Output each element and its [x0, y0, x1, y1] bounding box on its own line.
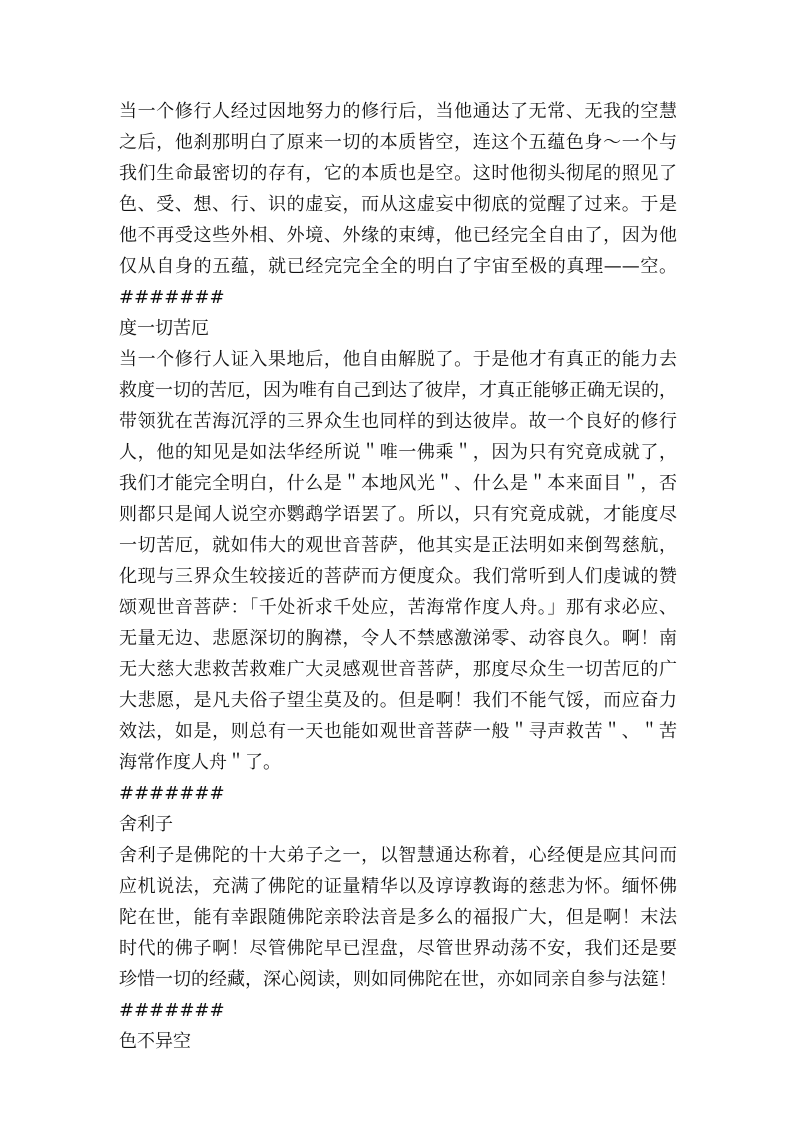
body-text-line: 他不再受这些外相、外境、外缘的束缚，他已经完全自由了，因为他: [119, 225, 677, 246]
section-separator: #######: [119, 287, 225, 308]
body-text-line: 大悲愿，是凡夫俗子望尘莫及的。但是啊！我们不能气馁，而应奋力: [119, 690, 677, 711]
body-text-line: 陀在世，能有幸跟随佛陀亲聆法音是多么的福报广大，但是啊！末法: [119, 907, 677, 928]
body-text-line: 颂观世音菩萨：「千处祈求千处应，苦海常作度人舟。」那有求必应、: [119, 597, 677, 618]
body-text-line: 效法，如是，则总有一天也能如观世音菩萨一般＂寻声救苦＂、＂苦: [119, 721, 677, 742]
body-text-line: 人，他的知见是如法华经所说＂唯一佛乘＂，因为只有究竟成就了，: [119, 442, 677, 463]
body-text-line: 当一个修行人证入果地后，他自由解脱了。于是他才有真正的能力去: [119, 349, 677, 370]
body-text-line: 则都只是闻人说空亦鹦鹉学语罢了。所以，只有究竟成就，才能度尽: [119, 504, 677, 525]
body-text-line: 我们才能完全明白，什么是＂本地风光＂、什么是＂本来面目＂，否: [119, 473, 677, 494]
body-text-line: 化现与三界众生较接近的菩萨而方便度众。我们常听到人们虔诚的赞: [119, 566, 677, 587]
body-text-line: 之后，他刹那明白了原来一切的本质皆空，连这个五蕴色身～一个与: [119, 132, 677, 153]
body-text-line: 舍利子是佛陀的十大弟子之一，以智慧通达称着，心经便是应其问而: [119, 845, 677, 866]
body-text-line: 珍惜一切的经藏，深心阅读，则如同佛陀在世，亦如同亲自参与法筵！: [119, 969, 677, 990]
body-text-line: 救度一切的苦厄，因为唯有自己到达了彼岸，才真正能够正确无误的，: [119, 380, 677, 401]
body-text-line: 无大慈大悲救苦救难广大灵感观世音菩萨，那度尽众生一切苦厄的广: [119, 659, 677, 680]
body-text-line: 我们生命最密切的存有，它的本质也是空。这时他彻头彻尾的照见了: [119, 163, 677, 184]
section-separator: #######: [119, 783, 225, 804]
section-heading: 度一切苦厄: [119, 318, 209, 339]
body-text-line: 一切苦厄，就如伟大的观世音菩萨，他其实是正法明如来倒驾慈航，: [119, 535, 677, 556]
section-heading: 色不异空: [119, 1031, 191, 1052]
section-heading: 舍利子: [119, 814, 173, 835]
body-text-line: 色、受、想、行、识的虚妄，而从这虚妄中彻底的觉醒了过来。于是: [119, 194, 677, 215]
body-text-line: 无量无边、悲愿深切的胸襟，令人不禁感激涕零、动容良久。啊！南: [119, 628, 677, 649]
body-text-line: 带领犹在苦海沉浮的三界众生也同样的到达彼岸。故一个良好的修行: [119, 411, 677, 432]
body-text-line: 应机说法，充满了佛陀的证量精华以及谆谆教诲的慈悲为怀。缅怀佛: [119, 876, 677, 897]
body-text-line: 仅从自身的五蕴，就已经完完全全的明白了宇宙至极的真理——空。: [119, 256, 677, 277]
section-separator: #######: [119, 1000, 225, 1021]
document-page: [119, 96, 677, 1057]
body-text-line: 时代的佛子啊！尽管佛陀早已涅盘，尽管世界动荡不安，我们还是要: [119, 938, 677, 959]
body-text-line: 海常作度人舟＂了。: [119, 752, 281, 773]
body-text-line: 当一个修行人经过因地努力的修行后，当他通达了无常、无我的空慧: [119, 101, 677, 122]
